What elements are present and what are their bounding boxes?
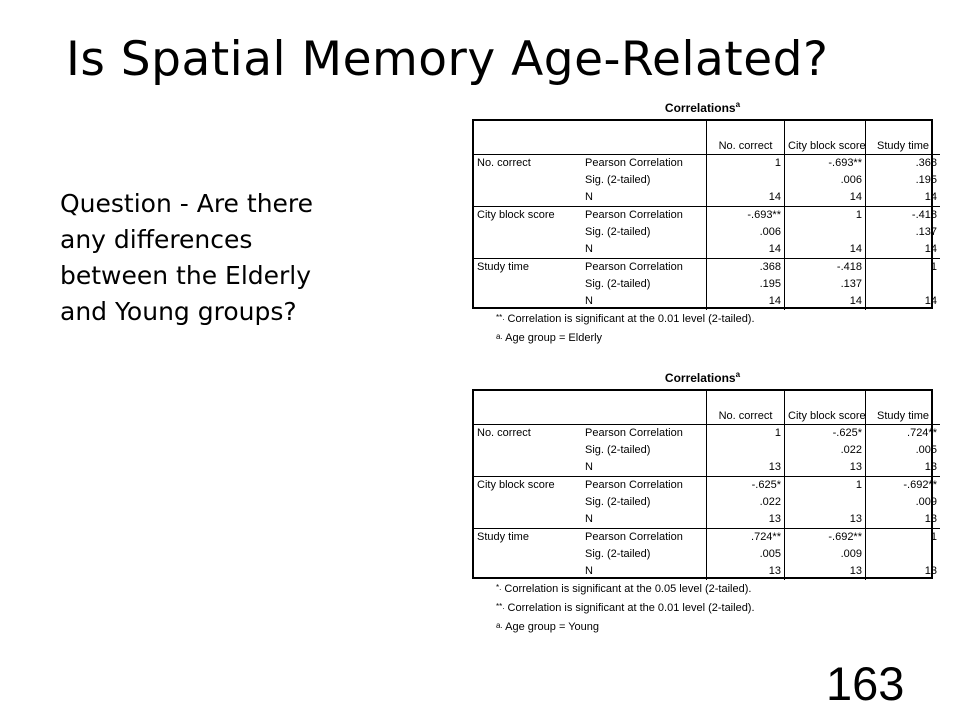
table-row (474, 276, 940, 293)
row-statistic-label: Pearson Correlation (582, 155, 707, 173)
table-row (474, 259, 940, 277)
row-statistic-label: N (585, 461, 593, 473)
row-statistic-label: N (585, 191, 593, 203)
table-row (474, 459, 940, 477)
row-statistic-label: Sig. (2-tailed) (585, 444, 651, 456)
table-cell-value: 14 (866, 293, 941, 310)
table-row (474, 442, 940, 459)
footnote-marker: a. (496, 332, 503, 341)
table-cell-value: .368 (866, 155, 941, 173)
row-statistic-label: Pearson Correlation (582, 529, 707, 547)
table-row (474, 207, 940, 225)
row-variable-label (474, 494, 582, 511)
table-cell-value: -.693** (785, 155, 866, 173)
table-cell-value (707, 172, 785, 189)
row-variable-label (474, 189, 582, 207)
table-row (474, 563, 940, 580)
header-blank-cell (474, 121, 582, 155)
row-variable-label (474, 459, 582, 477)
table-cell-value: 1 (866, 529, 941, 547)
correlations-table (474, 391, 940, 580)
footnote-text: Age group = Elderly (505, 332, 603, 344)
table-footnote (496, 583, 751, 595)
correlations-table (474, 121, 940, 310)
page-number: 163 (826, 657, 905, 710)
table-cell-value (866, 276, 941, 293)
question-text: Question - Are there any differences between the Elderly and Young groups? (60, 189, 314, 326)
table-cell-value: 1 (707, 155, 785, 173)
row-statistic-label: Sig. (2-tailed) (585, 496, 651, 508)
table-cell-value (785, 224, 866, 241)
row-statistic-label: Pearson Correlation (582, 259, 707, 277)
table-footnote (496, 332, 602, 344)
table-cell-value: .009 (866, 494, 941, 511)
column-header: No. correct (707, 121, 785, 155)
table-cell-value (866, 546, 941, 563)
row-statistic-label: N (585, 295, 593, 307)
row-variable-label (474, 293, 582, 310)
row-statistic-label: Pearson Correlation (582, 207, 707, 225)
table-cell-value: -.418 (785, 259, 866, 277)
footnote-marker: **. (496, 602, 505, 611)
table-cell-value: 14 (707, 189, 785, 207)
row-statistic-label: Pearson Correlation (582, 477, 707, 495)
row-variable-label (474, 442, 582, 459)
table-cell-value: .724** (707, 529, 785, 547)
table-cell-value: 14 (707, 241, 785, 259)
table-row (474, 241, 940, 259)
table-title-text: Correlations (664, 101, 736, 115)
table-row (474, 172, 940, 189)
slide-title: Is Spatial Memory Age-Related? (66, 32, 829, 87)
table-title-text: Correlations (664, 371, 736, 385)
footnote-marker: a. (496, 621, 503, 630)
table-cell-value: 13 (785, 563, 866, 580)
table-cell-value: 13 (866, 563, 941, 580)
table-row (474, 494, 940, 511)
table-row (474, 189, 940, 207)
table-row (474, 224, 940, 241)
row-variable-label (474, 172, 582, 189)
footnote-marker: **. (496, 313, 505, 322)
header-blank-cell (582, 121, 707, 155)
footnote-marker: *. (496, 583, 502, 592)
table-cell-value: 1 (707, 425, 785, 443)
table-cell-value: 14 (707, 293, 785, 310)
row-variable-label: No. correct (474, 155, 582, 173)
table-cell-value (785, 494, 866, 511)
table-cell-value: .137 (785, 276, 866, 293)
table-cell-value: -.692** (785, 529, 866, 547)
table-cell-value: .724** (866, 425, 941, 443)
table-cell-value: .006 (785, 172, 866, 189)
table-header-row (474, 391, 940, 425)
table-cell-value: -.625* (785, 425, 866, 443)
row-variable-label: Study time (474, 529, 582, 547)
table-cell-value: .005 (866, 442, 941, 459)
table-cell-value: 13 (785, 511, 866, 529)
table-cell-value: 13 (707, 511, 785, 529)
row-variable-label: City block score (474, 477, 582, 495)
table-cell-value: 13 (785, 459, 866, 477)
table-cell-value: .368 (707, 259, 785, 277)
table-cell-value: .009 (785, 546, 866, 563)
table-footnote (496, 621, 599, 633)
table-cell-value: 13 (707, 459, 785, 477)
table-cell-value: 1 (866, 259, 941, 277)
header-blank-cell (474, 391, 582, 425)
table-cell-value: .022 (785, 442, 866, 459)
row-statistic-label: N (585, 243, 593, 255)
table-cell-value: 1 (785, 477, 866, 495)
table-cell-value: 14 (866, 189, 941, 207)
table-row (474, 477, 940, 495)
row-statistic-label: N (585, 513, 593, 525)
row-variable-label (474, 224, 582, 241)
table-header-row (474, 121, 940, 155)
footnote-text: Correlation is significant at the 0.05 level (2-tailed). (504, 583, 752, 595)
row-variable-label (474, 276, 582, 293)
footnote-text: Correlation is significant at the 0.01 level (2-tailed). (507, 602, 755, 614)
row-variable-label (474, 546, 582, 563)
row-statistic-label: Pearson Correlation (582, 425, 707, 443)
table-cell-value: .195 (707, 276, 785, 293)
table-title (474, 370, 931, 385)
row-statistic-label: Sig. (2-tailed) (585, 278, 651, 290)
row-statistic-label: Sig. (2-tailed) (585, 226, 651, 238)
row-variable-label: City block score (474, 207, 582, 225)
table-cell-value: .006 (707, 224, 785, 241)
table-cell-value: -.692** (866, 477, 941, 495)
row-variable-label (474, 511, 582, 529)
table-row (474, 529, 940, 547)
table-cell-value: 13 (866, 511, 941, 529)
table-cell-value: .195 (866, 172, 941, 189)
table-footnote (496, 602, 755, 614)
table-cell-value: .022 (707, 494, 785, 511)
table-title-marker: a (735, 100, 741, 109)
column-header: City block score (785, 121, 866, 155)
table-cell-value: .005 (707, 546, 785, 563)
table-cell-value: -.625* (707, 477, 785, 495)
table-row (474, 511, 940, 529)
table-cell-value: .137 (866, 224, 941, 241)
table-row (474, 293, 940, 310)
table-cell-value: 14 (866, 241, 941, 259)
table-cell-value: 1 (785, 207, 866, 225)
row-variable-label: Study time (474, 259, 582, 277)
table-footnote (496, 313, 755, 325)
table-cell-value: 14 (785, 189, 866, 207)
table-row (474, 155, 940, 173)
footnote-text: Correlation is significant at the 0.01 level (2-tailed). (507, 313, 755, 325)
row-statistic-label: Sig. (2-tailed) (585, 548, 651, 560)
row-variable-label: No. correct (474, 425, 582, 443)
table-row (474, 425, 940, 443)
column-header: City block score (785, 391, 866, 425)
table-title (474, 100, 931, 115)
table-cell-value: 14 (785, 293, 866, 310)
table-cell-value (707, 442, 785, 459)
table-row (474, 546, 940, 563)
column-header: No. correct (707, 391, 785, 425)
table-title-marker: a (735, 370, 741, 379)
column-header: Study time (866, 121, 941, 155)
table-cell-value: 13 (866, 459, 941, 477)
table-cell-value: 13 (707, 563, 785, 580)
table-cell-value: -.693** (707, 207, 785, 225)
row-statistic-label: Sig. (2-tailed) (585, 174, 651, 186)
table-cell-value: 14 (785, 241, 866, 259)
row-variable-label (474, 241, 582, 259)
table-cell-value: -.418 (866, 207, 941, 225)
column-header: Study time (866, 391, 941, 425)
footnote-text: Age group = Young (505, 621, 600, 633)
header-blank-cell (582, 391, 707, 425)
row-statistic-label: N (585, 565, 593, 577)
row-variable-label (474, 563, 582, 580)
